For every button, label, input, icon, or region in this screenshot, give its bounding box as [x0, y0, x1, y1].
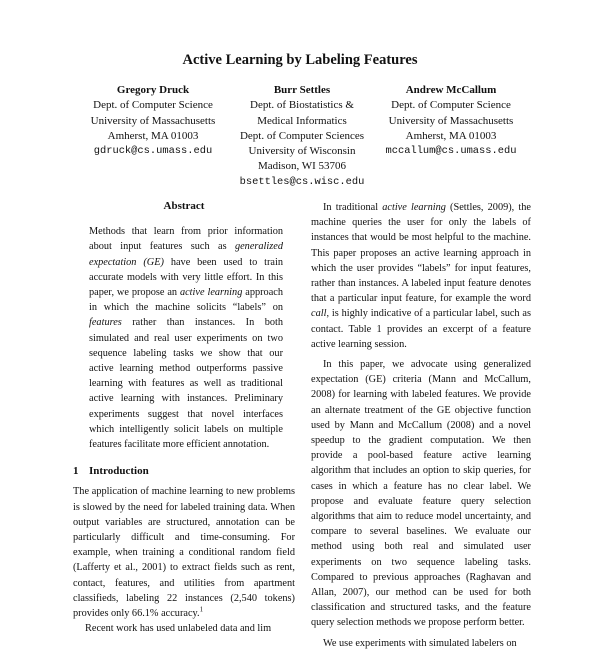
intro-paragraph: The application of machine learning to new problems is slowed by the need for labeled training data. When output variables are structured, annotation can be particularly difficult and time-consuming. For example, when training a conditional random field (Lafferty et al., 2001) to extract fields such as rent, contact, features, and utilities from apartment classifieds, labeling 22 instances (2,540 tokens) provides only 66.1% accuracy.$^1$: [73, 486, 295, 620]
author-affiliation-line: Dept. of Computer Science: [391, 99, 511, 112]
author-affiliation-line: Dept. of Computer Science: [93, 99, 213, 112]
intro-paragraph: Recent work has used unlabeled data and lim: [85, 623, 272, 635]
author-affiliation-line: University of Massachusetts: [388, 114, 514, 127]
body-paragraph: In traditional active learning (Settles, 2009), the machine queries the user for only the labels of instances that would be most helpful to the machine. This paper proposes an active learning approach in which the user provides “labels” for input features, rather than instances. A labeled input feature denotes that a particular input feature, for example the word call, is highly indicative of a particular label, such as contact. Table 1 provides an excerpt of a feature active learning session.: [311, 202, 531, 350]
author-email: mccallum@cs.umass.edu: [385, 145, 517, 158]
left-column: [73, 196, 295, 636]
footnote-marker: 1: [199, 605, 204, 614]
author-affiliation-line: University of Massachusetts: [90, 114, 216, 127]
author-affiliation-line: Dept. of Biostatistics &: [250, 99, 354, 112]
author-affiliation-line: Amherst, MA 01003: [405, 129, 497, 142]
author-affiliation-line: Madison, WI 53706: [257, 160, 347, 173]
author-affiliation-line: Medical Informatics: [257, 114, 347, 127]
author-affiliation-line: Amherst, MA 01003: [107, 129, 199, 142]
author-block-settles: [222, 83, 382, 190]
section-title: Introduction: [89, 465, 149, 478]
author-email: bsettles@cs.wisc.edu: [239, 175, 365, 188]
right-column: [311, 200, 531, 651]
paper-title: Active Learning by Labeling Features: [182, 52, 418, 68]
author-name: Burr Settles: [273, 84, 331, 96]
section-number: 1: [73, 465, 79, 478]
body-paragraph: We use experiments with simulated labelers on: [323, 637, 517, 649]
author-email: gdruck@cs.umass.edu: [93, 145, 213, 158]
author-block-mccallum: [361, 83, 541, 159]
abstract-text: Methods that learn from prior information about input features such as generalized expectation (GE) have been used to train accurate models with very little effort. In this paper, we propose an active learning approach in which the machine solicits “labels” on features rather than instances. In both simulated and real user experiments on two sequence labeling tasks we show that our active learning method outperforms passive learning with features as well as traditional active learning with instances. Preliminary experiments suggest that novel interfaces which intelligently solicit labels on multiple features facilitate more efficient annotation.: [89, 226, 283, 451]
author-affiliation-line: University of Wisconsin: [248, 145, 356, 158]
body-paragraph: In this paper, we advocate using generalized expectation (GE) criteria (Mann and McCallum, 2008) for learning with labeled features. We provide an alternate treatment of the GE objective function used by Mann and McCallum (2008) and a novel speedup to the gradient computation. We then provide a pool-based feature active learning algorithm that includes an option to skip queries, for cases in which a feature has no clear label. We propose and evaluate feature query selection algorithms that aim to reduce model uncertainty, and compare to several baselines. We evaluate our method using both real and simulated user experiments on two sequence labeling tasks. Compared to previous approaches (Raghavan and Allan, 2007), our method can be used for both classification and structured tasks, and the feature query selection methods we propose perform better.: [311, 359, 531, 629]
author-name: Andrew McCallum: [405, 84, 497, 96]
author-name: Gregory Druck: [116, 84, 190, 96]
abstract-heading: Abstract: [163, 200, 205, 212]
author-block-druck: [63, 83, 243, 159]
section-heading-introduction: [73, 464, 295, 479]
author-affiliation-line: Dept. of Computer Sciences: [239, 129, 365, 142]
